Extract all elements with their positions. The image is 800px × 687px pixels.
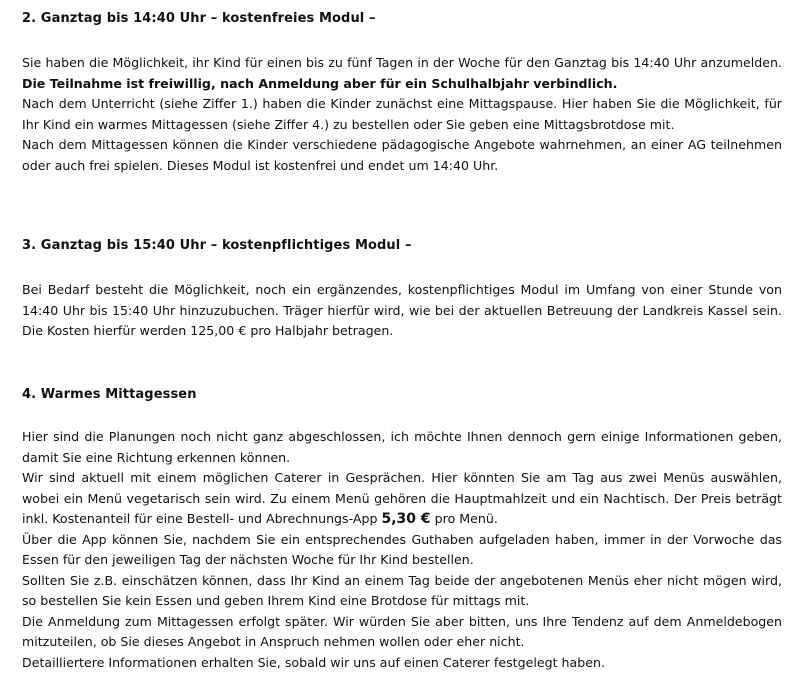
section-4-paragraph-2-end: pro Menü. xyxy=(430,511,498,526)
meal-price: 5,30 € xyxy=(381,511,431,527)
section-2-paragraph-1 xyxy=(22,53,782,94)
section-4-paragraph-6: Detailliertere Informationen erhalten Sie, sobald wir uns auf einen Caterer festgelegt haben. xyxy=(22,654,605,670)
section-4-paragraph-2-text: Wir sind aktuell mit einem möglichen Caterer in Gesprächen. Hier könnten Sie am Tag aus zwei Menüs auswählen, wobei ein Menü vegetarisch sein wird. Zu einem Menü gehören die Hauptmahlzeit und ein Nachtisch. Der Preis beträgt inkl. Kostenanteil für eine Bestell- und Abrechnungs-App xyxy=(22,470,782,526)
section-2-paragraph-2: Nach dem Unterricht (siehe Ziffer 1.) haben die Kinder zunächst eine Mittagspause. Hier haben Sie die Möglichkeit, für Ihr Kind ein warmes Mittagessen (siehe Ziffer 4.) zu bestellen oder Sie geben eine Mittagsbrotdose mit. xyxy=(22,96,782,132)
section-2-paragraph-3: Nach dem Mittagessen können die Kinder verschiedene pädagogische Angebote wahrnehmen, an einer AG teilnehmen oder auch frei spielen. Dieses Modul ist kostenfrei und endet um 14:40 Uhr. xyxy=(22,137,782,173)
section-2-paragraph-1-text: Sie haben die Möglichkeit, ihr Kind für einen bis zu fünf Tagen in der Woche für den Ganztag bis 14:40 Uhr anzumelden. xyxy=(22,55,782,70)
section-4-paragraph-4: Sollten Sie z.B. einschätzen können, dass Ihr Kind an einem Tag beide der angebotenen Menüs eher nicht mögen wird, so bestellen Sie kein Essen und geben Ihrem Kind eine Brotdose für mittags mit. xyxy=(22,572,782,608)
section-2-paragraph-1-bold: Die Teilnahme ist freiwillig, nach Anmeldung aber für ein Schulhalbjahr verbindlich. xyxy=(22,75,618,91)
section-4-paragraph-3: Über die App können Sie, nachdem Sie ein entsprechendes Guthaben aufgeladen haben, immer in der Vorwoche das Essen für den jeweiligen Tag der nächsten Woche für Ihr Kind bestellen. xyxy=(22,531,782,567)
section-4-paragraph-2 xyxy=(22,468,782,530)
section-3-body xyxy=(22,280,782,342)
section-4-paragraph-1: Hier sind die Planungen noch nicht ganz abgeschlossen, ich möchte Ihnen dennoch gern einige Informationen geben, damit Sie eine Richtung erkennen können. xyxy=(22,429,782,465)
section-2-heading: 2. Ganztag bis 14:40 Uhr – kostenfreies Modul – xyxy=(22,11,376,26)
section-3-paragraph-1: Bei Bedarf besteht die Möglichkeit, noch ein ergänzendes, kostenpflichtiges Modul im Umfang von einer Stunde von 14:40 Uhr bis 15:40 Uhr hinzuzubuchen. Träger hierfür wird, wie bei der aktuellen Betreuung der Landkreis Kassel sein. Die Kosten hierfür werden 125,00 € pro Halbjahr betragen. xyxy=(22,282,782,338)
section-4-paragraph-5: Die Anmeldung zum Mittagessen erfolgt später. Wir würden Sie aber bitten, uns Ihre Tendenz auf dem Anmeldebogen mitzuteilen, ob Sie dieses Angebot in Anspruch nehmen wollen oder eher nicht. xyxy=(22,613,782,649)
section-3-heading: 3. Ganztag bis 15:40 Uhr – kostenpflichtiges Modul – xyxy=(22,238,412,253)
section-4-heading: 4. Warmes Mittagessen xyxy=(22,387,197,402)
section-2-body xyxy=(22,53,782,176)
section-4-body xyxy=(22,427,782,673)
